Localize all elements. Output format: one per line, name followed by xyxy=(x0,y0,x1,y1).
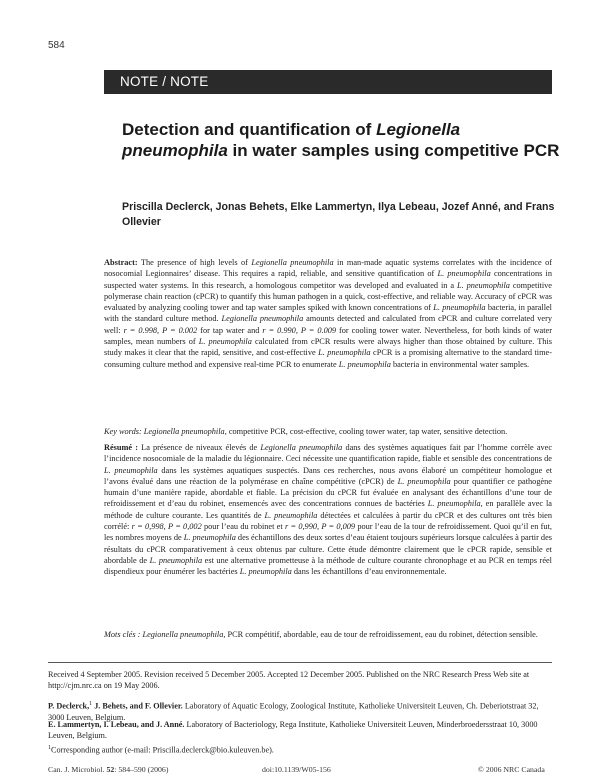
statistic: r = 0.990, P = 0.009 xyxy=(262,325,337,335)
abstract-text: The presence of high levels of xyxy=(137,258,252,267)
keywords xyxy=(104,426,552,437)
abstract-text: cPCR is a promising alternative to the standard time-consuming culture method and expensive real-time PCR to enumerate xyxy=(104,348,552,369)
affiliation-names: E. Lammertyn, I. Lebeau, and J. Anné. xyxy=(48,720,185,729)
abstract-text: for tap water and xyxy=(197,325,263,335)
species-name: L. pneumophila xyxy=(183,533,236,543)
species-name: L. pneumophila xyxy=(433,303,486,313)
abstract-text: for cooling tower water. Nevertheless, for both kinds of water samples, mean numbers of xyxy=(104,325,552,347)
keywords-label: Key words: xyxy=(104,427,142,436)
affiliation-2 xyxy=(48,720,552,742)
species-name: L. pneumophila xyxy=(318,348,371,358)
resume-text: dans les systèmes aquatiques suspectés. Dans ces recherches, nous avons élaboré un compétiteur homologue et l’avons évalué dans une réaction de la polymérase en chaîne compétitive (cPCR) de xyxy=(104,465,552,486)
abstract-text: amounts detected and calculated from cPCR and culture correlated very well: xyxy=(104,314,552,335)
resume xyxy=(104,442,552,578)
resume-text: , en parallèle avec la méthode de culture courante. Les quantités de xyxy=(104,499,552,520)
author-list: Priscilla Declerck, Jonas Behets, Elke Lammertyn, Ilya Lebeau, Jozef Anné, and Frans Ollevier xyxy=(122,201,555,228)
doi: doi:10.1139/W05-156 xyxy=(262,765,331,774)
footnote-mark: 1 xyxy=(89,701,93,707)
title-text-end: in water samples using competitive PCR xyxy=(227,141,560,160)
title-text: Detection and quantification of xyxy=(122,120,377,139)
mots-cles-text: , PCR compétitif, abordable, eau de tour de refroidissement, eau du robinet, détection sensible. xyxy=(223,630,538,639)
abstract-text: bacteria, in parallel with the standard culture method. xyxy=(104,303,552,324)
species-name: L. pneumophila xyxy=(104,465,158,475)
page-number: 584 xyxy=(48,40,65,51)
resume-text: pour quantifier ce pathogène humain d’une manière rapide, abordable et fiable. La précision du cPCR fut évaluée en analysant des échantillons d’une tour de refroidissement et d’eau du robinet, ensemencés avec des concentrations connues de bactéries xyxy=(104,476,552,509)
copyright: © 2006 NRC Canada xyxy=(478,765,545,774)
mots-cles-label: Mots clés : xyxy=(104,630,141,639)
corresponding-author xyxy=(48,743,552,757)
resume-text: pour l’eau de la tour de refroidissement. Quoi qu’il en fut, les nombres moyens de xyxy=(104,522,552,543)
resume-text: dans les échantillons d’eau environnementale. xyxy=(291,567,447,577)
journal-citation xyxy=(48,765,168,774)
title-species: Legionella pneumophila xyxy=(122,120,461,160)
article-title xyxy=(122,119,562,161)
abstract-text: in man-made aquatic systems correlates with the incidence of nosocomial Legionnaires’ disease. This requires a rapid, reliable, and sensitive quantification of xyxy=(104,258,553,279)
resume-heading: Résumé : xyxy=(104,443,139,452)
species-name: L. pneumophila xyxy=(239,567,292,577)
statistic: r = 0.998, P = 0.002 xyxy=(123,325,198,335)
species-name: Legionella pneumophila xyxy=(142,630,224,639)
species-name: L. pneumophila xyxy=(149,555,203,565)
footnote-mark: 1 xyxy=(48,745,51,751)
resume-text: La présence de niveaux élevés de xyxy=(138,443,261,452)
affiliation-text: Laboratory of Bacteriology, Rega Institute, Katholieke Universiteit Leuven, Minderbroedersstraat 10, 3000 Leuven, Belgium. xyxy=(48,720,538,740)
statistic: r = 0,998, P = 0,002 xyxy=(131,522,202,532)
received-dates: Received 4 September 2005. Revision received 5 December 2005. Accepted 12 December 2005. Published on the NRC Research Press Web site at http://cjm.nrc.ca on 19 May 2006. xyxy=(48,670,530,690)
species-name: L. pneumophila xyxy=(198,337,252,347)
journal-name: Can. J. Microbiol. xyxy=(48,765,105,774)
abstract-text: concentrations in suspected water systems. In this research, a homologous competitor was developed and evaluated in a xyxy=(104,269,552,290)
resume-text: pour l’eau du robinet et xyxy=(201,522,285,532)
affiliation-names: P. Declerck, xyxy=(48,701,90,711)
corresponding-text: Corresponding author (e-mail: Priscilla.declerck@bio.kuleuven.be). xyxy=(51,745,274,755)
species-name: Legionella pneumophila xyxy=(260,443,343,452)
species-name: Legionella pneumophila xyxy=(221,314,304,324)
resume-text: détectées et calculées à partir du cPCR et des cultures ont très bien corrélé: xyxy=(104,510,553,532)
species-name: L. pneumophila xyxy=(264,510,318,520)
footnote-divider xyxy=(48,662,552,663)
species-name: L. pneumophila xyxy=(437,269,491,279)
affiliation-names: J. Behets, and F. Ollevier. xyxy=(92,701,183,711)
species-name: Legionella pneumophila xyxy=(251,258,334,267)
species-name: L. pneumophila xyxy=(397,476,451,486)
species-name: Legionella pneumophila xyxy=(143,427,225,436)
resume-text: est une alternative prometteuse à la méthode de culture courante chronophage et au PCR en temps réel dispendieux pour énumérer les bactéries xyxy=(104,555,552,577)
section-banner xyxy=(104,70,552,94)
section-label: NOTE / NOTE xyxy=(120,74,209,89)
affiliation-text: Laboratory of Aquatic Ecology, Zoological Institute, Katholieke Universiteit Leuven, Ch. Deberiotstraat 32, 3000 Leuven, Belgium. xyxy=(48,701,539,722)
resume-text: des échantillons des deux sortes d’eau étaient toujours supérieurs lorsque calculées à partir des résultats du cPCR comparativement à ceux obtenus par culture. Cette étude démontre clairement que le cPCR rapide, sensible et abordable de xyxy=(104,533,552,565)
keywords-text: , competitive PCR, cost-effective, cooling tower water, tap water, sensitive detection. xyxy=(224,427,508,436)
species-name: L. pneumophila xyxy=(427,499,481,509)
mots-cles xyxy=(104,629,552,640)
abstract-text: competitive polymerase chain reaction (cPCR) to quantify this human pathogen in a quick, cost-effective, and reliable way. Accuracy of cPCR was evaluated by analyzing cooling tower and tap water samples spiked with known concentrations of xyxy=(104,280,552,313)
journal-pages: : 584–590 (2006) xyxy=(114,765,169,774)
species-name: L. pneumophila xyxy=(338,359,391,369)
abstract-text: calculated from cPCR results were always higher than those obtained by culture. This study makes it clear that the rapid, sensitive, and cost-effective xyxy=(104,337,552,358)
abstract-text: bacteria in environmental water samples. xyxy=(390,359,530,369)
statistic: r = 0,990, P = 0,009 xyxy=(284,522,356,532)
abstract xyxy=(104,257,552,370)
abstract-heading: Abstract: xyxy=(104,258,138,267)
resume-text: dans des systèmes aquatiques fait par l’homme corrèle avec l’incidence nosocomiale de la maladie du légionnaire. Ceci nécessite une quantification rapide, fiable et sensible des concentrations de xyxy=(104,443,553,464)
journal-volume: 52 xyxy=(106,765,115,774)
species-name: L. pneumophila xyxy=(456,280,510,290)
